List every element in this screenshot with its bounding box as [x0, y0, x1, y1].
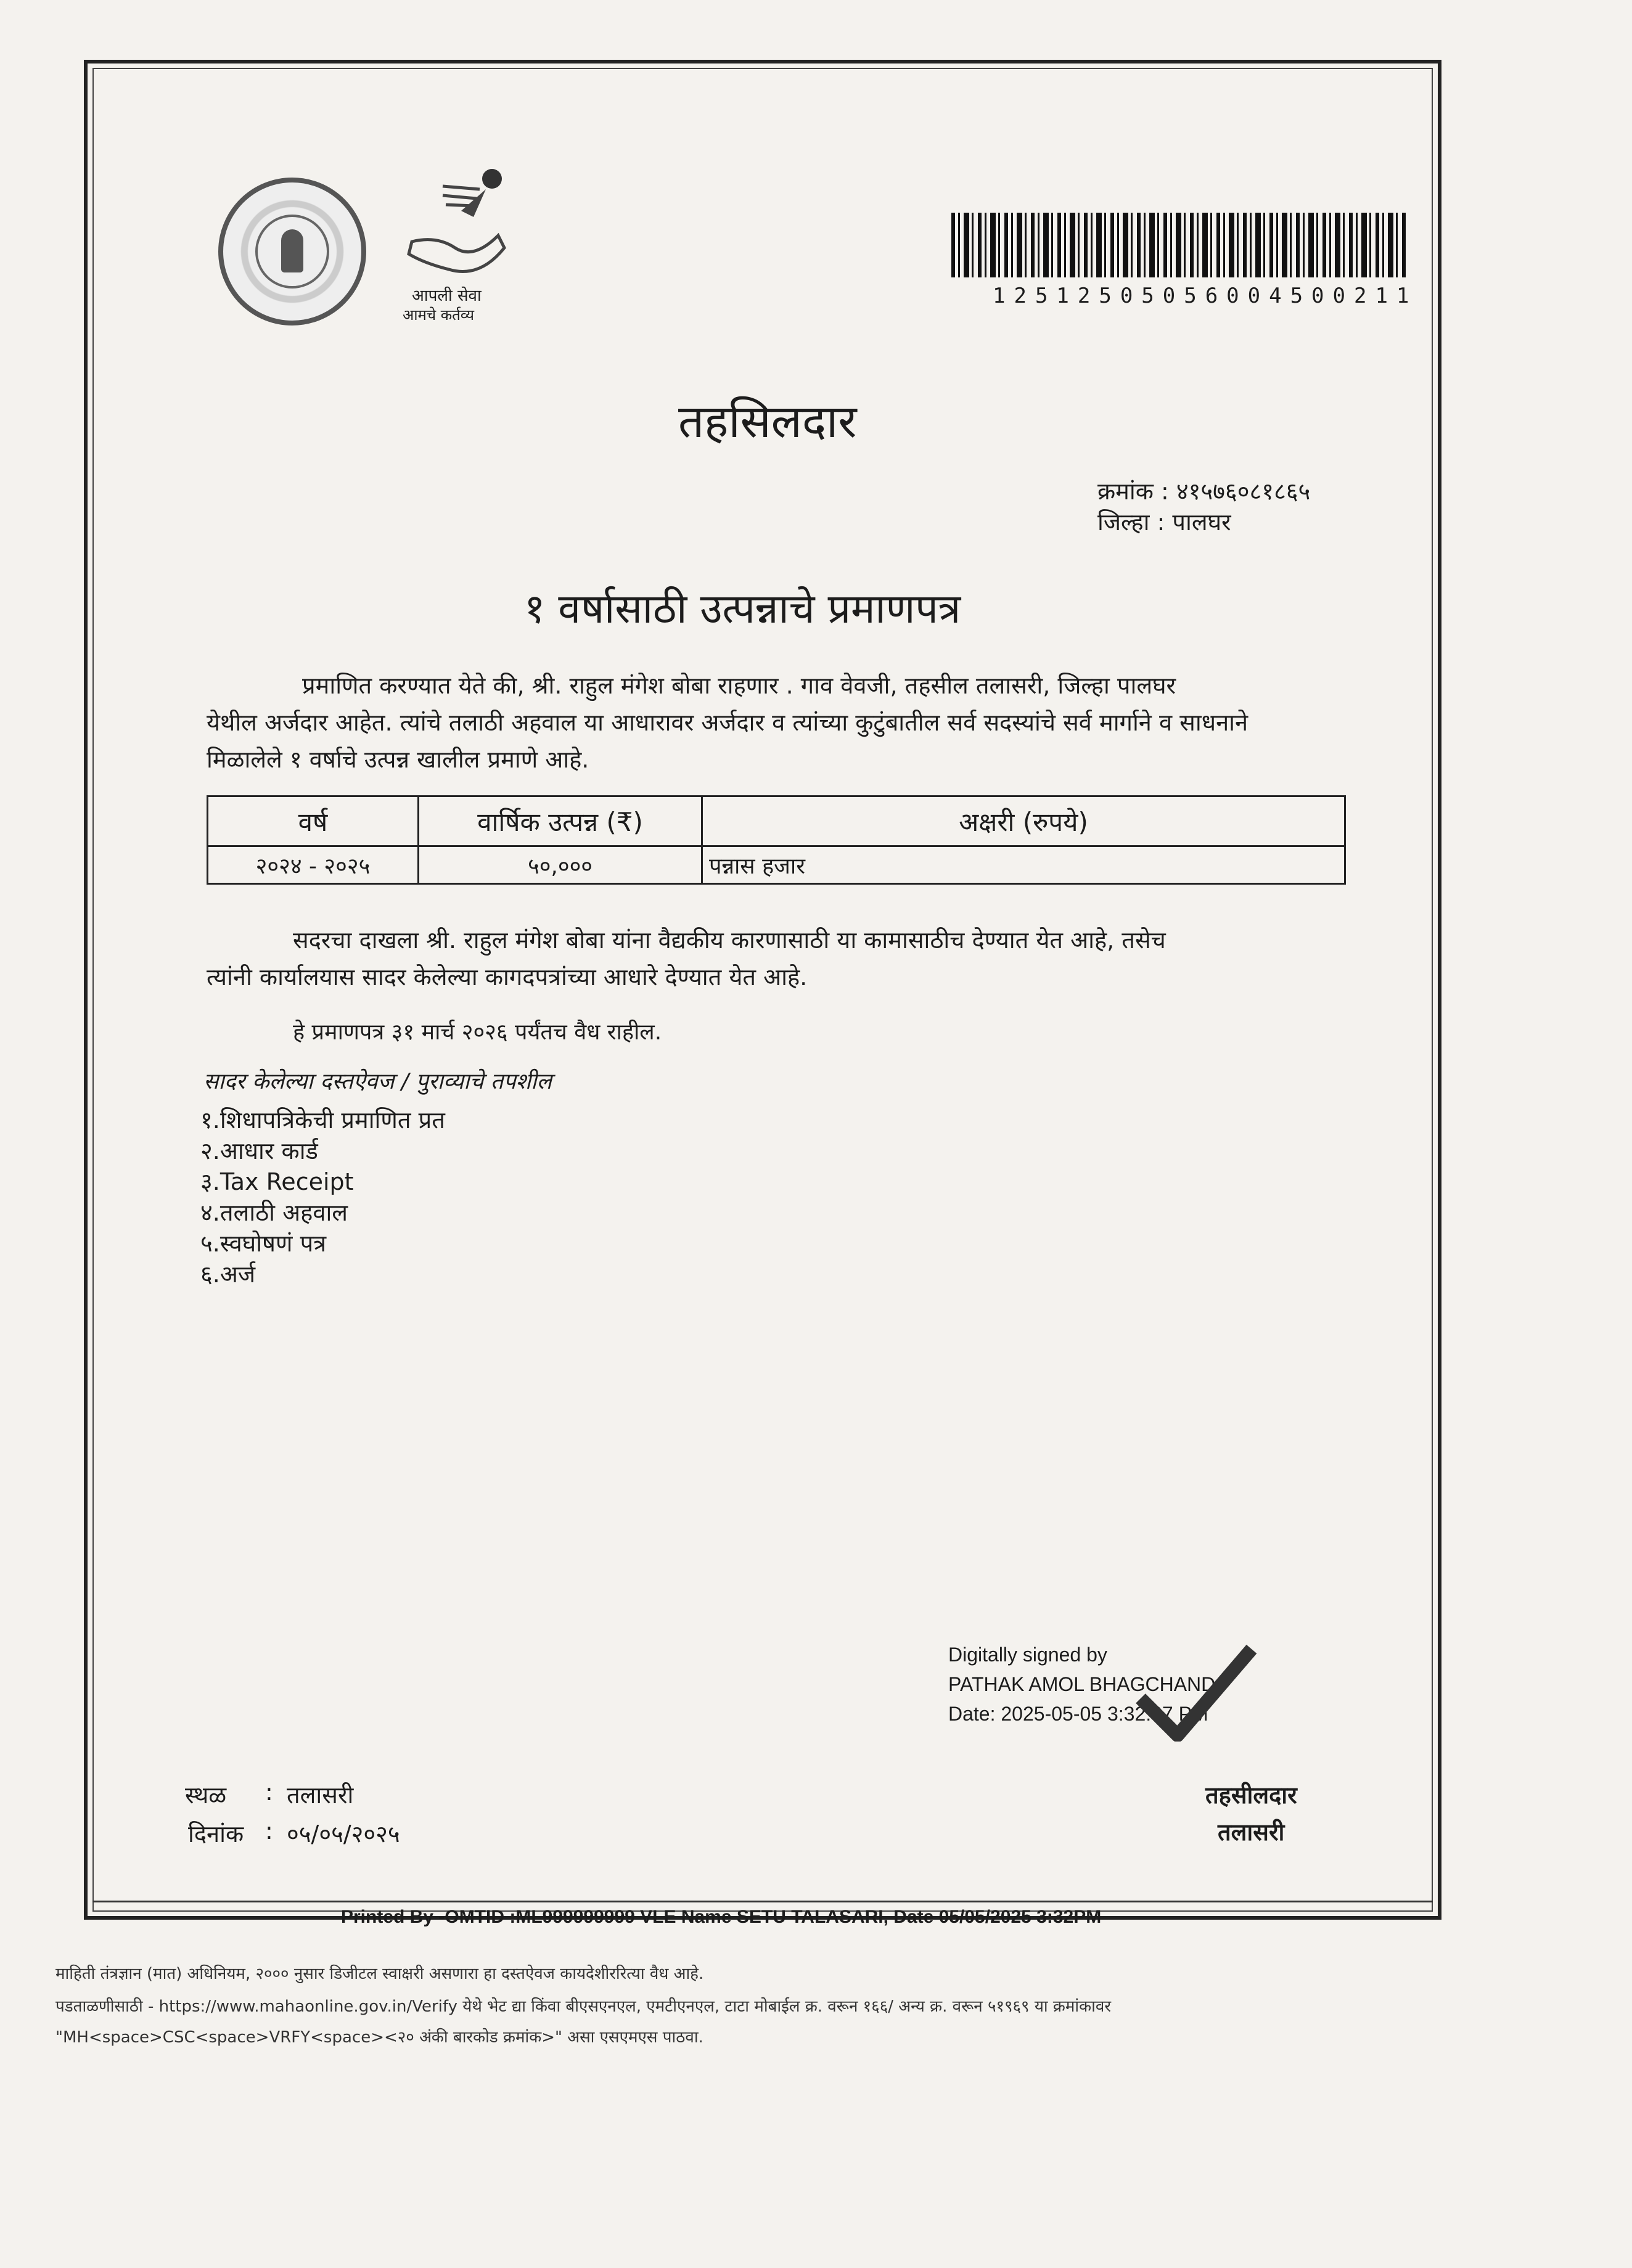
certificate-number: क्रमांक : ४१५७६०८१८६५ [1097, 478, 1311, 505]
place-label: स्थळ [185, 1782, 227, 1809]
income-table [207, 795, 1346, 885]
table-cell: ५०,००० [419, 846, 702, 884]
logo-text-line1: आपली सेवा [412, 287, 482, 305]
office-title: तहसिलदार [678, 395, 857, 448]
authority-title: तहसीलदार [1205, 1782, 1297, 1809]
signature-line-1: Digitally signed by [948, 1644, 1107, 1666]
place-value: तलासरी [287, 1782, 354, 1809]
signature-check-icon [1134, 1643, 1258, 1742]
column-header: अक्षरी (रुपये) [702, 796, 1345, 846]
government-seal-icon [218, 178, 366, 325]
hand-person-icon [400, 162, 517, 285]
paragraph-2-line-1: सदरचा दाखला श्री. राहुल मंगेश बोबा यांना वैद्यकीय कारणासाठी या कामासाठीच देण्यात येत आहे, तसेच [293, 927, 1166, 954]
column-header: वार्षिक उत्पन्न (₹) [419, 796, 702, 846]
table-cell: पन्नास हजार [702, 846, 1345, 884]
barcode [951, 213, 1408, 277]
document-item: ३.Tax Receipt [200, 1168, 354, 1195]
district: जिल्हा : पालघर [1097, 509, 1231, 536]
document-item: ४.तलाठी अहवाल [200, 1199, 348, 1226]
certificate-title: १ वर्षासाठी उत्पन्नाचे प्रमाणपत्र [524, 585, 961, 633]
document-item: ५.स्वघोषणं पत्र [200, 1230, 327, 1257]
divider [92, 1901, 1433, 1902]
document-item: २.आधार कार्ड [200, 1137, 318, 1165]
table-cell: २०२४ - २०२५ [208, 846, 419, 884]
documents-heading: सादर केलेल्या दस्तऐवज / पुराव्याचे तपशील [203, 1069, 552, 1094]
paragraph-1-line-1: प्रमाणित करण्यात येते की, श्री. राहुल मंगेश बोबा राहणार . गाव वेवजी, तहसील तलासरी, जिल्हा पालघर [302, 672, 1176, 699]
document-item: १.शिधापत्रिकेची प्रमाणित प्रत [200, 1107, 445, 1134]
aapli-seva-logo [400, 162, 517, 322]
logo-text-line2: आमचे कर्तव्य [403, 306, 474, 324]
paragraph-1 [207, 667, 1353, 778]
date-label: दिनांक [188, 1820, 244, 1848]
table-header-row [208, 796, 1345, 846]
footer-line-2: पडताळणीसाठी - https://www.mahaonline.gov.in/Verify येथे भेट द्या किंवा बीएसएनएल, एमटीएनएल, टाटा मोबाईल क्र. वरून १६६/ अन्य क्र. वरून ५१९६९ या क्रमांकावर [55, 1997, 1111, 2016]
paragraph-2 [207, 922, 1353, 996]
authority-place: तलासरी [1218, 1819, 1285, 1846]
paragraph-1-line-3: मिळालेले १ वर्षाचे उत्पन्न खालील प्रमाणे आहे. [207, 746, 589, 773]
paragraph-1-line-2: येथील अर्जदार आहेत. त्यांचे तलाठी अहवाल या आधारावर अर्जदार व त्यांच्या कुटुंबातील सर्व सदस्यांचे सर्व मार्गाने व साधनाने [207, 709, 1249, 736]
barcode-number: 12512505056004500211 [993, 284, 1418, 308]
signature-name: PATHAK AMOL BHAGCHAND [948, 1673, 1216, 1695]
table-row [208, 846, 1345, 884]
validity-text: हे प्रमाणपत्र ३१ मार्च २०२६ पर्यंतच वैध राहील. [293, 1020, 662, 1045]
footer-line-3: "MH<space>CSC<space>VRFY<space><२० अंकी बारकोड क्रमांक>" असा एसएमएस पाठवा. [55, 2028, 703, 2047]
column-header: वर्ष [208, 796, 419, 846]
date-value: ०५/०५/२०२५ [287, 1820, 400, 1848]
footer-line-1: माहिती तंत्रज्ञान (मात) अधिनियम, २००० नुसार डिजीटल स्वाक्षरी असणारा हा दस्तऐवज कायदेशीररित्या वैध आहे. [55, 1965, 704, 1983]
document-item: ६.अर्ज [200, 1261, 256, 1288]
printed-by: Printed By -OMTID :ML999999999 VLE Name SETU TALASARI, Date 05/05/2025 3:32PM [341, 1907, 1102, 1927]
signature-date: Date: 2025-05-05 3:32:37 PM [948, 1703, 1208, 1725]
paragraph-2-line-2: त्यांनी कार्यालयास सादर केलेल्या कागदपत्रांच्या आधारे देण्यात येत आहे. [207, 964, 808, 991]
